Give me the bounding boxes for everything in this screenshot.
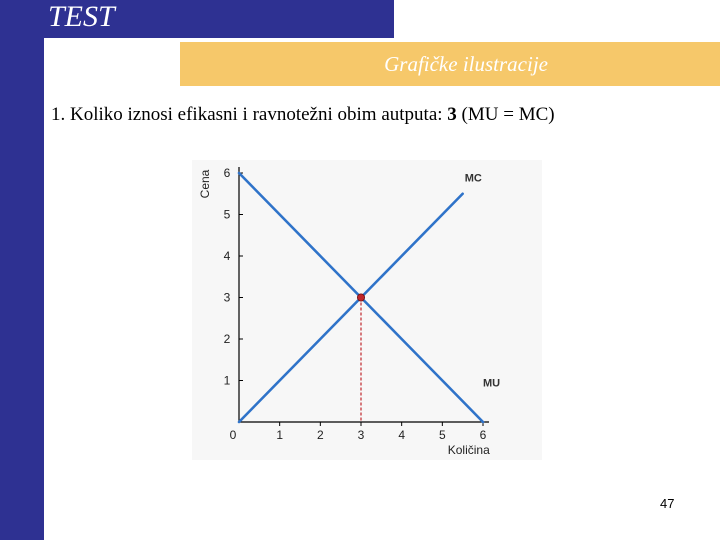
x-tick-label: 2: [316, 428, 324, 442]
left-brand-bar: [0, 0, 44, 540]
question-line: [51, 104, 555, 126]
header-bar: [0, 0, 394, 38]
subtitle-banner: [180, 42, 720, 86]
y-tick-label: 1: [223, 373, 231, 388]
page-number: 47: [660, 496, 675, 511]
y-axis-label: Cena: [198, 169, 212, 199]
y-tick-label: 5: [223, 207, 231, 222]
x-tick-label: 6: [479, 428, 487, 442]
x-tick-label: 4: [398, 428, 406, 442]
y-tick-label: 4: [223, 249, 231, 263]
slide-title: TEST: [48, 0, 115, 33]
y-tick-label: 6: [223, 166, 231, 180]
slide-subtitle: Grafičke ilustracije: [384, 52, 548, 76]
y-tick-label: 2: [223, 332, 231, 346]
y-tick-label: 3: [223, 290, 231, 305]
series-label-mc: MC: [464, 172, 482, 185]
x-axis-label: Količina: [447, 443, 490, 457]
answer-value: 3: [447, 104, 457, 125]
x-tick-label: 1: [276, 428, 284, 442]
answer-note: (MU = MC): [461, 104, 555, 125]
equilibrium-point: [357, 294, 364, 301]
series-label-mu: MU: [483, 377, 501, 390]
chart-svg: [192, 160, 542, 460]
question-text: 1. Koliko iznosi efikasni i ravnotežni obim autputa:: [51, 104, 443, 125]
x-tick-label: 3: [357, 428, 365, 442]
x-tick-label: 0: [229, 428, 237, 442]
mu-mc-chart: [192, 160, 542, 460]
x-tick-label: 5: [438, 428, 446, 442]
